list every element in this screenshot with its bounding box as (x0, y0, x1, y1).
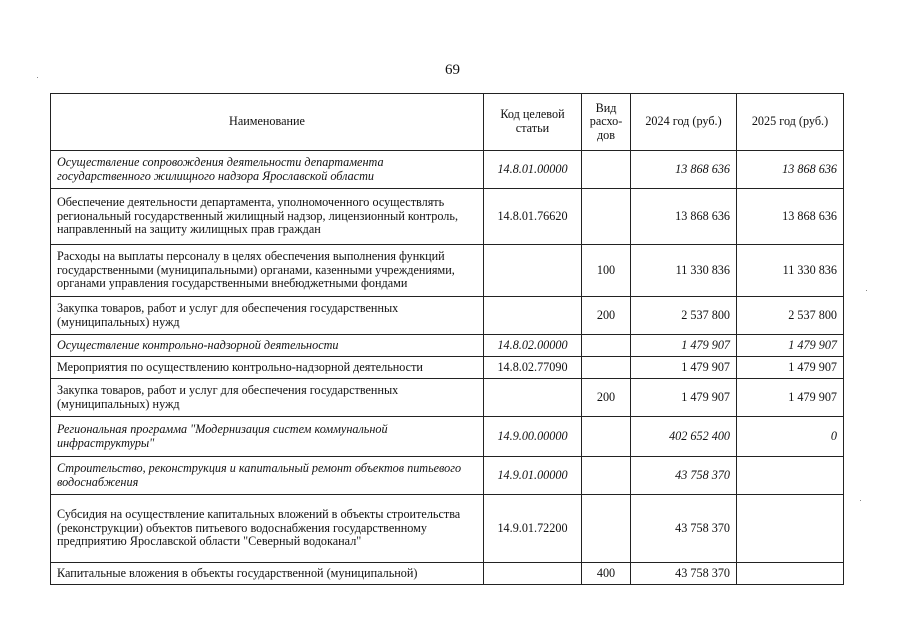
row-2025 (737, 495, 844, 563)
row-name: Региональная программа "Модернизация систем коммунальной инфраструктуры" (51, 417, 484, 457)
table-row (51, 297, 844, 335)
table-header-row (51, 94, 844, 151)
row-type (582, 417, 631, 457)
table-body (51, 151, 844, 585)
row-code: 14.9.01.00000 (484, 457, 582, 495)
row-type: 400 (582, 563, 631, 585)
row-name: Строительство, реконструкция и капитальный ремонт объектов питьевого водоснабжения (51, 457, 484, 495)
row-2024: 402 652 400 (631, 417, 737, 457)
row-2025: 1 479 907 (737, 379, 844, 417)
table-row (51, 357, 844, 379)
row-2024: 43 758 370 (631, 457, 737, 495)
row-2024: 1 479 907 (631, 379, 737, 417)
row-code (484, 563, 582, 585)
row-2025: 11 330 836 (737, 245, 844, 297)
row-2025: 13 868 636 (737, 151, 844, 189)
row-2025 (737, 563, 844, 585)
row-type: 100 (582, 245, 631, 297)
row-type: 200 (582, 379, 631, 417)
row-type (582, 457, 631, 495)
table-row (51, 335, 844, 357)
table-row (51, 245, 844, 297)
header-type: Вид расхо-дов (582, 94, 631, 151)
row-name: Осуществление контрольно-надзорной деятельности (51, 335, 484, 357)
table-row (51, 563, 844, 585)
row-2025 (737, 457, 844, 495)
row-code (484, 245, 582, 297)
scan-speck (860, 500, 861, 501)
header-2025: 2025 год (руб.) (737, 94, 844, 151)
header-name: Наименование (51, 94, 484, 151)
row-2024: 43 758 370 (631, 495, 737, 563)
row-name: Закупка товаров, работ и услуг для обеспечения государственных (муниципальных) нужд (51, 379, 484, 417)
row-type (582, 189, 631, 245)
page-number: 69 (445, 62, 460, 78)
row-2024: 43 758 370 (631, 563, 737, 585)
row-name: Мероприятия по осуществлению контрольно-надзорной деятельности (51, 357, 484, 379)
row-code: 14.8.01.00000 (484, 151, 582, 189)
row-code: 14.9.00.00000 (484, 417, 582, 457)
table-row (51, 189, 844, 245)
header-2024: 2024 год (руб.) (631, 94, 737, 151)
row-name: Осуществление сопровождения деятельности департамента государственного жилищного надзора Ярославской области (51, 151, 484, 189)
row-type (582, 357, 631, 379)
row-name: Обеспечение деятельности департамента, уполномоченного осуществлять региональный государственный жилищный надзор, лицензионный контроль, направленный на защиту жилищных прав граждан (51, 189, 484, 245)
header-code: Код целевой статьи (484, 94, 582, 151)
row-2024: 13 868 636 (631, 151, 737, 189)
row-code: 14.8.02.77090 (484, 357, 582, 379)
table-row (51, 151, 844, 189)
table-row (51, 457, 844, 495)
row-2025: 1 479 907 (737, 335, 844, 357)
budget-table (50, 93, 844, 585)
scan-speck (37, 77, 38, 78)
scan-speck (866, 290, 867, 291)
row-2025: 13 868 636 (737, 189, 844, 245)
row-type (582, 495, 631, 563)
row-name: Закупка товаров, работ и услуг для обеспечения государственных (муниципальных) нужд (51, 297, 484, 335)
row-code (484, 379, 582, 417)
row-type (582, 151, 631, 189)
row-type (582, 335, 631, 357)
row-name: Расходы на выплаты персоналу в целях обеспечения выполнения функций государственными (муниципальными) органами, казенными учреждениями, органами управления государственными внебюджетными фондами (51, 245, 484, 297)
row-code: 14.8.01.76620 (484, 189, 582, 245)
table-row (51, 495, 844, 563)
row-2024: 1 479 907 (631, 357, 737, 379)
row-2024: 11 330 836 (631, 245, 737, 297)
row-code (484, 297, 582, 335)
row-name: Субсидия на осуществление капитальных вложений в объекты строительства (реконструкции) объектов питьевого водоснабжения государственному предприятию Ярославской области "Северный водоканал" (51, 495, 484, 563)
row-2025: 1 479 907 (737, 357, 844, 379)
row-2024: 13 868 636 (631, 189, 737, 245)
row-code: 14.8.02.00000 (484, 335, 582, 357)
row-2025: 0 (737, 417, 844, 457)
row-type: 200 (582, 297, 631, 335)
row-2025: 2 537 800 (737, 297, 844, 335)
row-code: 14.9.01.72200 (484, 495, 582, 563)
row-2024: 2 537 800 (631, 297, 737, 335)
row-2024: 1 479 907 (631, 335, 737, 357)
table-row (51, 417, 844, 457)
row-name: Капитальные вложения в объекты государственной (муниципальной) (51, 563, 484, 585)
table-row (51, 379, 844, 417)
